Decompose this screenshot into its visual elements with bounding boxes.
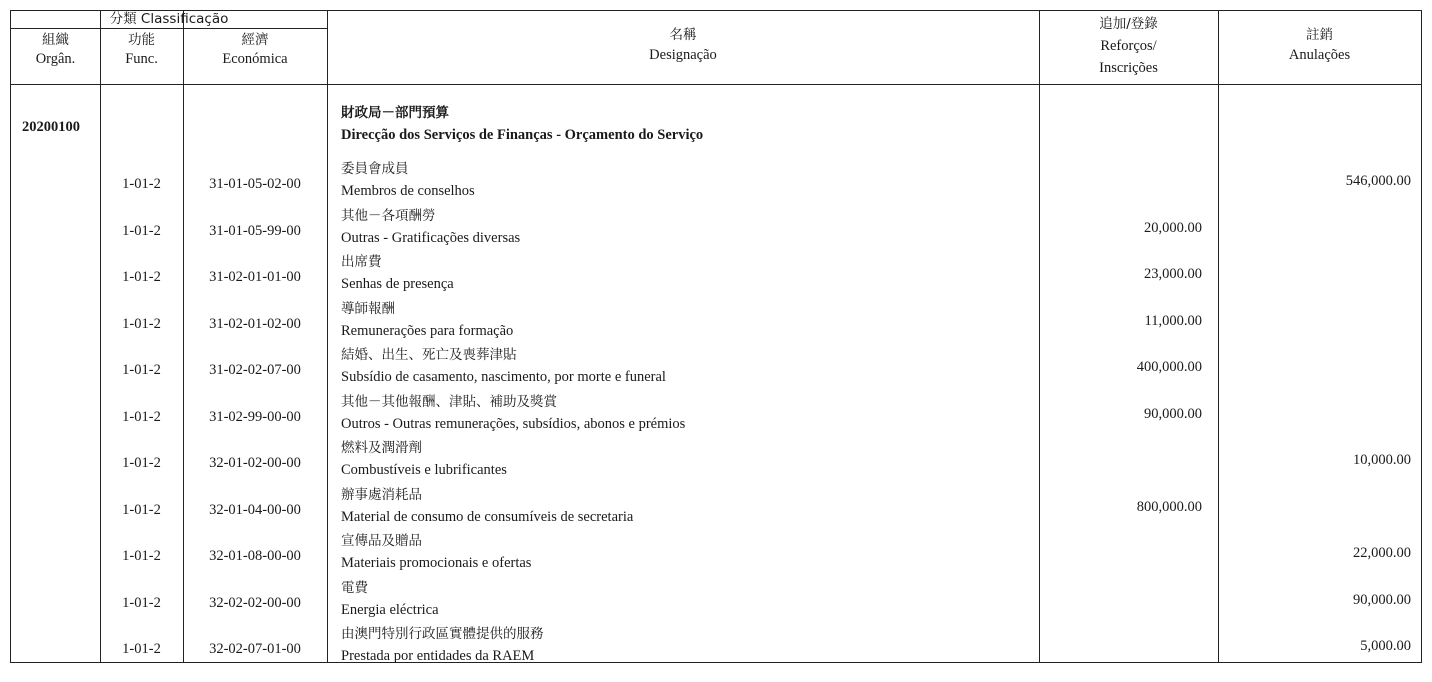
- row-name-pt: Prestada por entidades da RAEM: [341, 648, 535, 664]
- organ-name-zh: 財政局－部門預算: [341, 105, 449, 121]
- col-divider: [327, 11, 328, 662]
- row-func-code: 1-01-2: [122, 176, 161, 192]
- row-name-zh: 委員會成員: [341, 161, 409, 177]
- func-header-zh: 功能: [128, 32, 155, 48]
- row-name-pt: Material de consumo de consumíveis de secretaria: [341, 508, 634, 525]
- organ-name-pt: Direcção dos Serviços de Finanças - Orçamento do Serviço: [341, 127, 704, 143]
- row-func-code: 1-01-2: [122, 269, 161, 285]
- row-func-code: 1-01-2: [122, 641, 161, 657]
- row-reinforcement: 20,000.00: [1144, 219, 1202, 236]
- row-reinforcement: 400,000.00: [1136, 359, 1202, 375]
- row-func-code: 1-01-2: [122, 455, 161, 471]
- row-name-zh: 由澳門特別行政區實體提供的服務: [341, 626, 544, 642]
- row-func-code: 1-01-2: [122, 222, 161, 239]
- row-econ-code: 32-02-07-01-00: [209, 641, 301, 657]
- row-reinforcement: 23,000.00: [1144, 266, 1202, 282]
- reinforcements-header-zh: 追加/登錄: [1099, 16, 1158, 32]
- row-func-code: 1-01-2: [122, 362, 161, 378]
- organ-header-pt: Orgân.: [35, 51, 76, 67]
- row-func-code: 1-01-2: [122, 408, 161, 425]
- row-func-code: 1-01-2: [122, 594, 161, 611]
- row-name-pt: Senhas de presença: [341, 276, 454, 292]
- reinforcements-header-pt1: Reforços/: [1100, 38, 1157, 54]
- row-reinforcement: 90,000.00: [1144, 405, 1202, 422]
- row-name-zh: 辦事處消耗品: [341, 486, 422, 503]
- classification-header: 分類 Classificação: [109, 11, 229, 27]
- row-econ-code: 32-01-02-00-00: [209, 455, 301, 471]
- row-reinforcement: 11,000.00: [1144, 312, 1202, 329]
- row-econ-code: 31-02-01-02-00: [209, 315, 301, 332]
- row-name-zh: 燃料及潤滑劑: [341, 440, 422, 456]
- col-divider: [100, 11, 101, 662]
- row-econ-code: 32-02-02-00-00: [209, 594, 301, 611]
- row-name-pt: Remunerações para formação: [341, 322, 514, 339]
- econ-header-zh: 經濟: [241, 32, 269, 48]
- row-annulment: 5,000.00: [1360, 638, 1411, 654]
- row-econ-code: 32-01-08-00-00: [209, 548, 301, 564]
- col-divider: [1039, 11, 1040, 662]
- row-name-pt: Energia eléctrica: [341, 601, 439, 618]
- annulments-header-pt: Anulações: [1288, 47, 1351, 63]
- row-econ-code: 31-01-05-99-00: [209, 222, 301, 239]
- organ-header-zh: 組織: [42, 32, 69, 48]
- row-name-pt: Combustíveis e lubrificantes: [341, 462, 507, 478]
- row-econ-code: 31-02-02-07-00: [209, 362, 301, 378]
- reinforcements-header-pt2: Inscrições: [1099, 60, 1158, 76]
- budget-table: [10, 10, 1422, 663]
- header-sub-divider: [11, 28, 327, 29]
- row-name-zh: 結婚、出生、死亡及喪葬津貼: [341, 347, 517, 363]
- row-name-pt: Outras - Gratificações diversas: [341, 229, 521, 246]
- designation-header-zh: 名稱: [669, 27, 697, 43]
- row-name-zh: 其他－其他報酬、津貼、補助及獎賞: [341, 393, 557, 410]
- row-econ-code: 32-01-04-00-00: [209, 501, 301, 518]
- row-econ-code: 31-01-05-02-00: [209, 176, 301, 192]
- row-name-zh: 導師報酬: [341, 300, 395, 317]
- row-annulment: 90,000.00: [1353, 591, 1411, 608]
- func-header-pt: Func.: [125, 51, 158, 67]
- annulments-header-zh: 註銷: [1306, 27, 1333, 43]
- row-name-zh: 其他－各項酬勞: [341, 207, 436, 224]
- row-econ-code: 31-02-99-00-00: [209, 408, 301, 425]
- row-name-zh: 出席費: [341, 254, 382, 270]
- econ-header-pt: Económica: [222, 51, 288, 67]
- organ-code: 20200100: [22, 119, 80, 135]
- row-name-pt: Outros - Outras remunerações, subsídios, abonos e prémios: [341, 415, 686, 432]
- row-name-zh: 電費: [341, 579, 368, 596]
- row-name-pt: Membros de conselhos: [341, 183, 475, 199]
- header-divider: [11, 84, 1421, 85]
- row-annulment: 10,000.00: [1353, 452, 1411, 468]
- row-name-pt: Materiais promocionais e ofertas: [341, 555, 532, 571]
- col-divider: [183, 11, 184, 662]
- row-annulment: 22,000.00: [1353, 545, 1411, 561]
- row-econ-code: 31-02-01-01-00: [209, 269, 301, 285]
- row-annulment: 546,000.00: [1345, 173, 1411, 189]
- row-func-code: 1-01-2: [122, 501, 161, 518]
- col-divider: [1218, 11, 1219, 662]
- row-func-code: 1-01-2: [122, 548, 161, 564]
- row-func-code: 1-01-2: [122, 315, 161, 332]
- designation-header-pt: Designação: [649, 47, 717, 63]
- row-name-zh: 宣傳品及贈品: [341, 533, 422, 549]
- row-name-pt: Subsídio de casamento, nascimento, por morte e funeral: [341, 369, 666, 385]
- row-reinforcement: 800,000.00: [1136, 498, 1202, 515]
